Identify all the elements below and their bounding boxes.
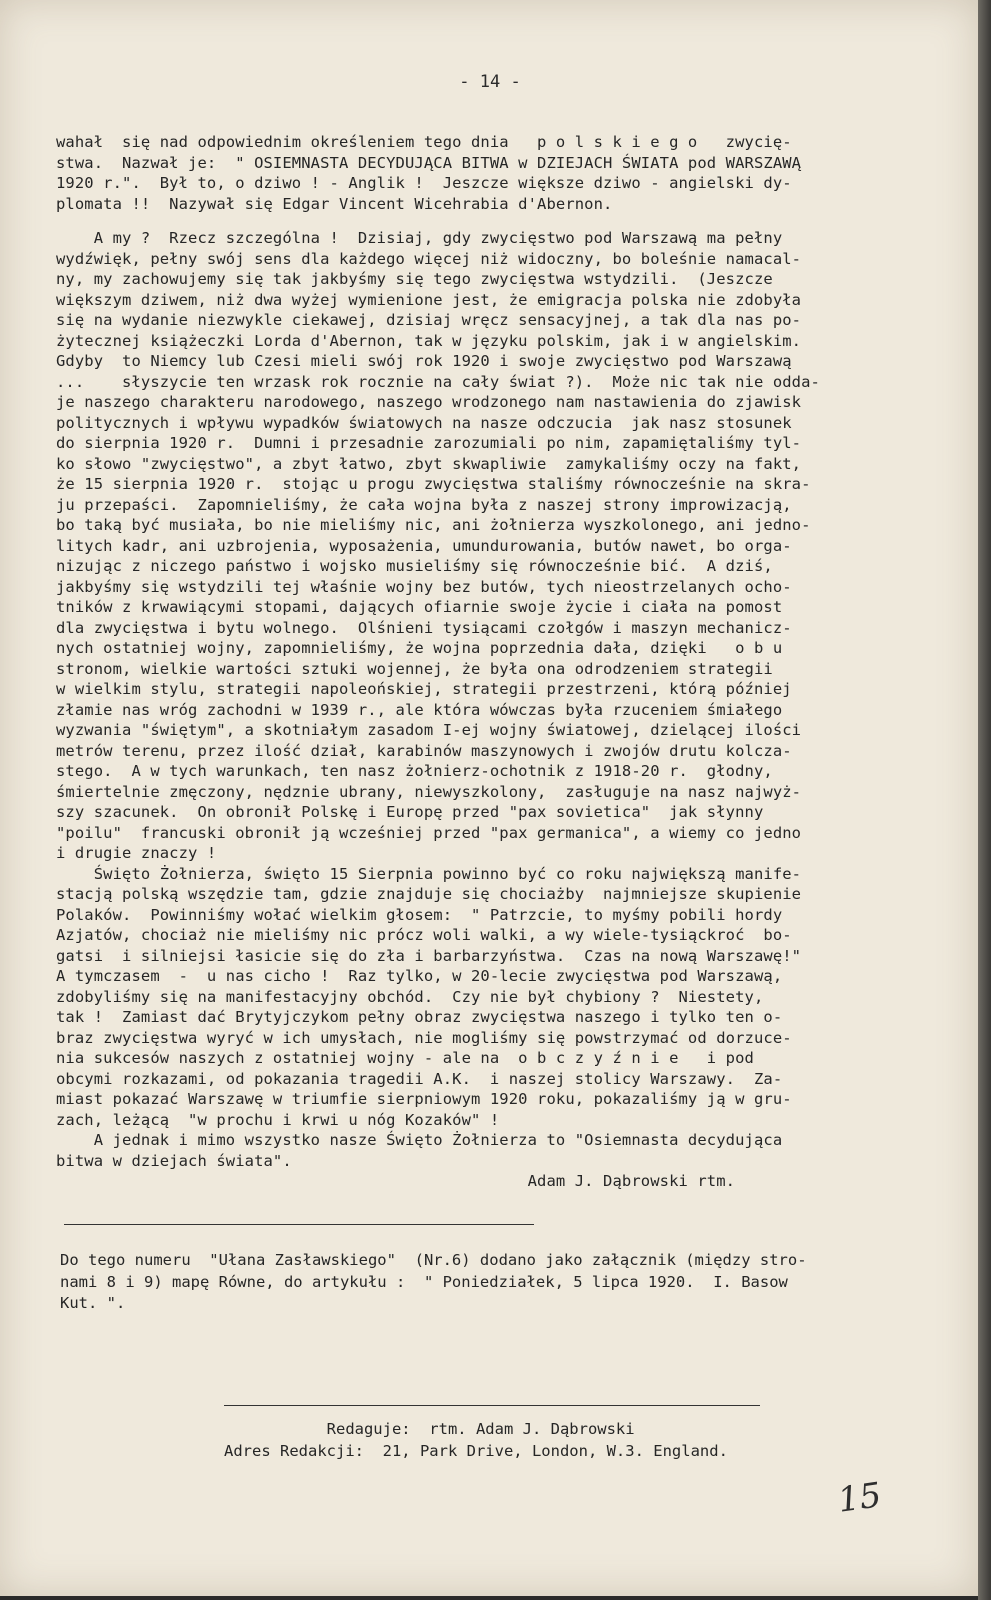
text-line: "poilu" francuski obronił ją wcześniej przed "pax germanica", a wiemy co jedno: [56, 823, 802, 842]
text-line: w wielkim stylu, strategii napoleońskiej, strategii przestrzeni, którą później: [56, 680, 792, 698]
text-line: miast pokazać Warszawę w triumfie sierpniowym 1920 roku, pokazaliśmy ją w gru-: [56, 1090, 792, 1108]
footnote-separator: [64, 1224, 534, 1225]
text-line: ny, my zachowujemy się tak jakbyśmy się tego zwycięstwa wstydzili. (Jeszcze: [56, 270, 773, 288]
text-line: ju przepaści. Zapomnieliśmy, że cała wojna była z naszej strony improwizacją,: [56, 495, 792, 514]
text-line: gatsi i silniejsi łasicie się do zła i barbarzyństwa. Czas na nową Warszawę!": [56, 946, 802, 965]
text-line: tak ! Zamiast dać Brytyjczykom pełny obraz zwycięstwa naszego i tylko ten o-: [56, 1008, 783, 1026]
text-line: stacją polską wszędzie tam, gdzie znajduje się chociażby najmniejsze skupienie: [56, 885, 802, 903]
text-line: braz zwycięstwa wyryć w ich umysłach, nie mogliśmy się powstrzymać od dorzuce-: [56, 1028, 792, 1047]
text-line: je naszego charakteru narodowego, naszego wrodzonego nam nastawienia do zjawisk: [56, 393, 802, 411]
text-line: i drugie znaczy !: [56, 844, 217, 862]
text-line: do sierpnia 1920 r. Dumni i przesadnie zarozumiali po nim, zapamiętaliśmy tyl-: [56, 434, 802, 452]
text-line: A tymczasem - u nas cicho ! Raz tylko, w 20-lecie zwycięstwa pod Warszawą,: [56, 967, 783, 985]
text-line: bitwa w dziejach świata".: [56, 1151, 292, 1170]
text-line: zach, leżącą "w prochu i krwi u nóg Kozaków" !: [56, 1110, 500, 1129]
page-number: - 14 -: [459, 72, 521, 92]
text-line: stego. A w tych warunkach, ten nasz żołnierz-ochotnik z 1918-20 r. głodny,: [56, 762, 773, 780]
text-line: 1920 r.". Był to, o dziwo ! - Anglik ! Jeszcze większe dziwo - angielski dy-: [56, 174, 792, 192]
colophon: [224, 1418, 784, 1462]
text-line: stwa. Nazwał je: " OSIEMNASTA DECYDUJĄCA BITWA w DZIEJACH ŚWIATA pod WARSZAWĄ: [56, 153, 802, 172]
paragraph-gap: [56, 214, 886, 228]
text-line: A my ? Rzecz szczególna ! Dzisiaj, gdy zwycięstwo pod Warszawą ma pełny: [56, 229, 783, 247]
article-body: [56, 132, 886, 1192]
text-line: że 15 sierpnia 1920 r. stojąc u progu zwycięstwa staliśmy równocześnie na skra-: [56, 475, 811, 493]
text-line: szy szacunek. On obronił Polskę i Europę przed "pax sovietica" jak słynny: [56, 803, 764, 821]
handwritten-page-number: 15: [835, 1475, 884, 1521]
text-line: złamie nas wróg zachodni w 1939 r., ale która wówczas była rzuceniem śmiałego: [56, 700, 783, 719]
text-line: litych kadr, ani uzbrojenia, wyposażenia, umundurowania, butów nawet, bo orga-: [56, 536, 792, 555]
footnote-line: nami 8 i 9) mapę Równe, do artykułu : " Poniedziałek, 5 lipca 1920. I. Basow: [60, 1272, 788, 1291]
text-line: bo taką być musiała, bo nie mieliśmy nic, ani żołnierza wyszkolonego, ani jedno-: [56, 516, 811, 534]
text-line: Gdyby to Niemcy lub Czesi mieli swój rok 1920 i swoje zwycięstwo pod Warszawą: [56, 352, 792, 370]
text-line: większym dziwem, niż dwa wyżej wymienione jest, że emigracja polska nie zdobyła: [56, 290, 802, 309]
text-line: stronom, wielkie wartości sztuki wojennej, że była ona odrodzeniem strategii: [56, 659, 773, 678]
text-line: plomata !! Nazywał się Edgar Vincent Wicehrabia d'Abernon.: [56, 194, 613, 213]
text-line: Polaków. Powinniśmy wołać wielkim głosem: " Patrzcie, to myśmy pobili hordy: [56, 905, 783, 924]
text-line: tników z krwawiącymi stopami, dających ofiarnie swoje życie i ciała na pomost: [56, 598, 783, 616]
text-line: wydźwięk, pełny swój sens dla każdego więcej niż widoczny, bo boleśnie namacal-: [56, 249, 802, 268]
colophon-separator: [224, 1405, 760, 1406]
text-line: śmiertelnie zmęczony, nędznie ubrany, niewyszkolony, zasługuje na nasz najwyż-: [56, 782, 802, 801]
colophon-line: Adres Redakcji: 21, Park Drive, London, W.3. England.: [224, 1442, 728, 1460]
text-line: wahał się nad odpowiednim określeniem tego dnia p o l s k i e g o zwycię-: [56, 133, 792, 151]
text-line: nizując z niczego państwo i wojsko musieliśmy się równocześnie bić. A dziś,: [56, 557, 773, 575]
text-line: jakbyśmy się wstydzili tej właśnie wojny bez butów, tych nieostrzelanych ocho-: [56, 577, 792, 596]
footnote: [60, 1250, 880, 1315]
colophon-line: Redaguje: rtm. Adam J. Dąbrowski: [224, 1420, 635, 1438]
text-line: A jednak i mimo wszystko nasze Święto Żołnierza to "Osiemnasta decydująca: [56, 1131, 783, 1149]
text-line: wyzwania "świętym", a skotniałym zasadom I-ej wojny światowej, dzielącej ilości: [56, 721, 802, 739]
text-line: politycznych i wpływu wypadków światowych na nasze odczucia jak nasz stosunek: [56, 413, 792, 432]
text-line: nia sukcesów naszych z ostatniej wojny - ale na o b c z y ź n i e i pod: [56, 1049, 754, 1067]
text-line: żytecznej książeczki Lorda d'Abernon, tak w języku polskim, jak i w angielskim.: [56, 331, 802, 350]
text-line: Azjatów, chociaż nie mieliśmy nic prócz woli walki, a wy wiele-tysiąckroć bo-: [56, 926, 792, 944]
text-line: nych ostatniej wojny, zapomnieliśmy, że wojna poprzednia dała, dzięki o b u: [56, 639, 783, 657]
text-line: ... słyszycie ten wrzask rok rocznie na cały świat ?). Może nic tak nie odda-: [56, 372, 820, 391]
text-line: zdobyliśmy się na manifestacyjny obchód. Czy nie był chybiony ? Niestety,: [56, 987, 764, 1006]
page-edge-shadow: [978, 0, 991, 1600]
text-line: obcymi rozkazami, od pokazania tragedii A.K. i naszej stolicy Warszawy. Za-: [56, 1069, 783, 1088]
text-line: dla zwycięstwa i bytu wolnego. Olśnieni tysiącami czołgów i maszyn mechanicz-: [56, 618, 792, 637]
footnote-line: Do tego numeru "Ułana Zasławskiego" (Nr.6) dodano jako załącznik (między stro-: [60, 1251, 807, 1269]
text-line: Adam J. Dąbrowski rtm.: [56, 1172, 736, 1190]
text-line: Święto Żołnierza, święto 15 Sierpnia powinno być co roku największą manife-: [56, 864, 802, 883]
text-line: się na wydanie niezwykle ciekawej, dzisiaj wręcz sensacyjnej, a tak dla nas po-: [56, 311, 802, 329]
footnote-line: Kut. ".: [60, 1294, 126, 1312]
text-line: ko słowo "zwycięstwo", a zbyt łatwo, zbyt skwapliwie zamykaliśmy oczy na fakt,: [56, 454, 802, 473]
text-line: metrów terenu, przez ilość dział, karabinów maszynowych i zwojów drutu kolcza-: [56, 741, 792, 760]
